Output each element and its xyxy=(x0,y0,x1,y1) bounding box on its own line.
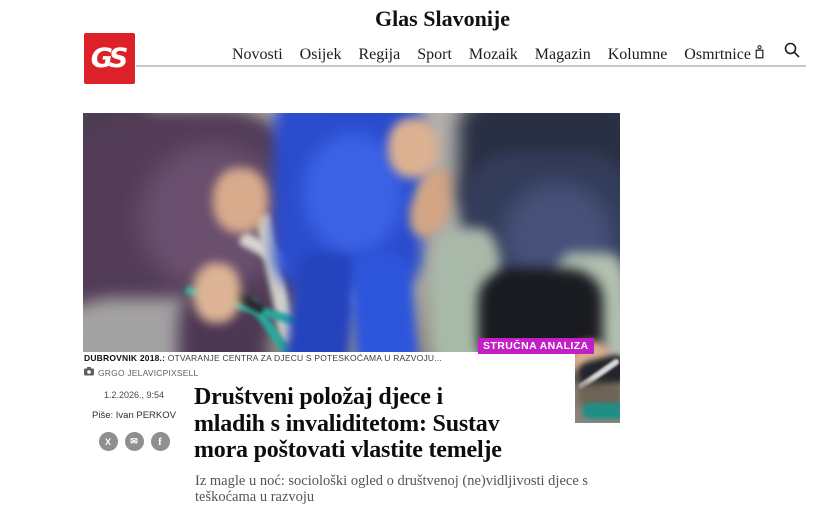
article-headline[interactable]: Društveni položaj djece i mladih s invaliditetom: Sustav mora poštovati vlastite temelje xyxy=(194,384,502,463)
main-nav xyxy=(232,45,764,64)
photo-shape xyxy=(388,118,438,178)
share-buttons xyxy=(84,432,184,451)
nav-item-magazin[interactable]: Magazin xyxy=(534,45,591,63)
photo-shape xyxy=(213,168,268,233)
photo-caption xyxy=(84,353,564,363)
header-divider xyxy=(136,65,806,67)
nav-item-osmrtnice[interactable]: Osmrtnice xyxy=(684,45,764,64)
camera-icon xyxy=(84,367,94,378)
site-title: Glas Slavonije xyxy=(374,6,511,31)
nav-item-osijek[interactable]: Osijek xyxy=(299,45,342,63)
article-meta xyxy=(84,390,184,451)
publish-date: 1.2.2026., 9:54 xyxy=(103,390,165,400)
category-badge[interactable]: STRUČNA ANALIZA xyxy=(478,338,594,354)
share-x-icon[interactable]: X xyxy=(99,432,118,451)
candle-icon xyxy=(755,45,764,64)
nav-item-regija[interactable]: Regija xyxy=(358,45,401,63)
site-logo[interactable]: GS xyxy=(84,33,135,84)
caption-text: OTVARANJE CENTRA ZA DJECU S POTESKOĆAMA U RAZVOJU... xyxy=(165,353,442,363)
share-email-icon[interactable]: ✉ xyxy=(125,432,144,451)
article-subtitle: Iz magle u noć: sociološki ogled o društvenoj (ne)vidljivosti djece s teškoćama u razvoju xyxy=(195,473,589,505)
photo-shape xyxy=(193,263,241,323)
nav-item-sport[interactable]: Sport xyxy=(417,45,452,63)
search-icon[interactable] xyxy=(783,41,803,61)
caption-location: DUBROVNIK 2018.: xyxy=(84,353,166,363)
nav-item-novosti[interactable]: Novosti xyxy=(232,45,283,63)
author-byline: Piše: Ivan PERKOV xyxy=(92,410,176,421)
share-facebook-icon[interactable]: f xyxy=(151,432,170,451)
nav-item-kolumne[interactable]: Kolumne xyxy=(607,45,668,63)
nav-item-mozaik[interactable]: Mozaik xyxy=(468,45,518,63)
photo-credit: GRGO JELAVICPIXSELL xyxy=(84,367,198,378)
